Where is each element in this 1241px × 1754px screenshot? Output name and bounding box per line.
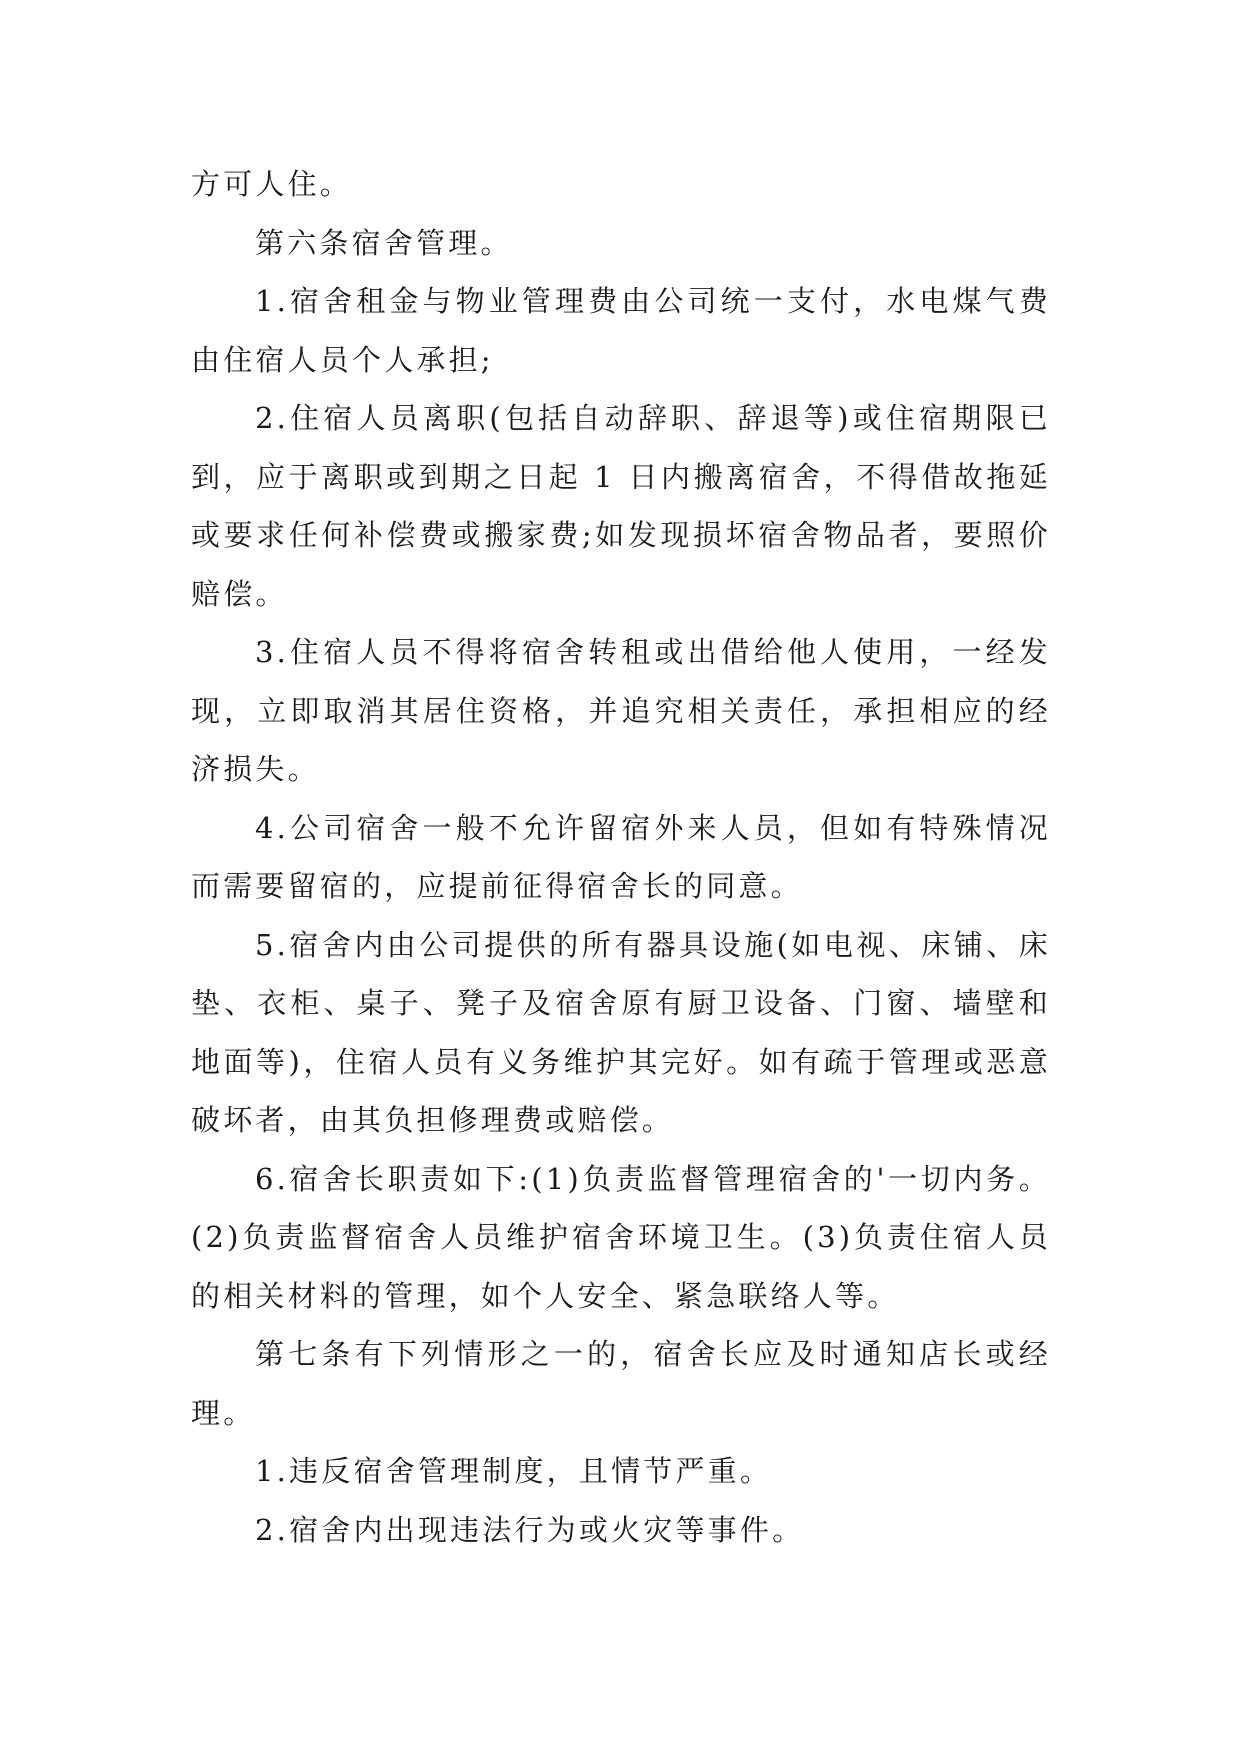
paragraph-continuation: 方可人住。 (191, 167, 353, 201)
article-seven-item-2: 2.宿舍内出现违法行为或火灾等事件。 (255, 1512, 805, 1547)
article-six-heading: 第六条宿舍管理。 (255, 225, 513, 260)
article-six-item-3: 3.住宿人员不得将宿舍转租或出借给他人使用，一经发现，立即取消其居住资格，并追究相关责任，承担相应的经济损失。 (191, 635, 1051, 786)
document-body (191, 155, 1051, 1559)
article-six-item-1: 1.宿舍租金与物业管理费由公司统一支付，水电煤气费由住宿人员个人承担; (191, 284, 1051, 377)
article-seven-item-1: 1.违反宿舍管理制度，且情节严重。 (255, 1454, 773, 1488)
article-six-item-2: 2.住宿人员离职(包括自动辞职、辞退等)或住宿期限已到，应于离职或到期之日起 1 日内搬离宿舍，不得借故拖延或要求任何补偿费或搬家费;如发现损坏宿舍物品者，要照价赔偿。 (191, 401, 1051, 611)
article-six-item-6: 6.宿舍长职责如下:(1)负责监督管理宿舍的'一切内务。(2)负责监督宿舍人员维护宿舍环境卫生。(3)负责住宿人员的相关材料的管理，如个人安全、紧急联络人等。 (191, 1161, 1051, 1313)
article-six-item-5: 5.宿舍内由公司提供的所有器具设施(如电视、床铺、床垫、衣柜、桌子、凳子及宿舍原有厨卫设备、门窗、墙壁和地面等)，住宿人员有义务维护其完好。如有疏于管理或恶意破坏者，由其负担修理费或赔偿。 (191, 927, 1051, 1137)
article-six-item-4: 4.公司宿舍一般不允许留宿外来人员，但如有特殊情况而需要留宿的，应提前征得宿舍长的同意。 (191, 810, 1051, 903)
article-seven-heading: 第七条有下列情形之一的，宿舍长应及时通知店长或经理。 (191, 1337, 1051, 1430)
